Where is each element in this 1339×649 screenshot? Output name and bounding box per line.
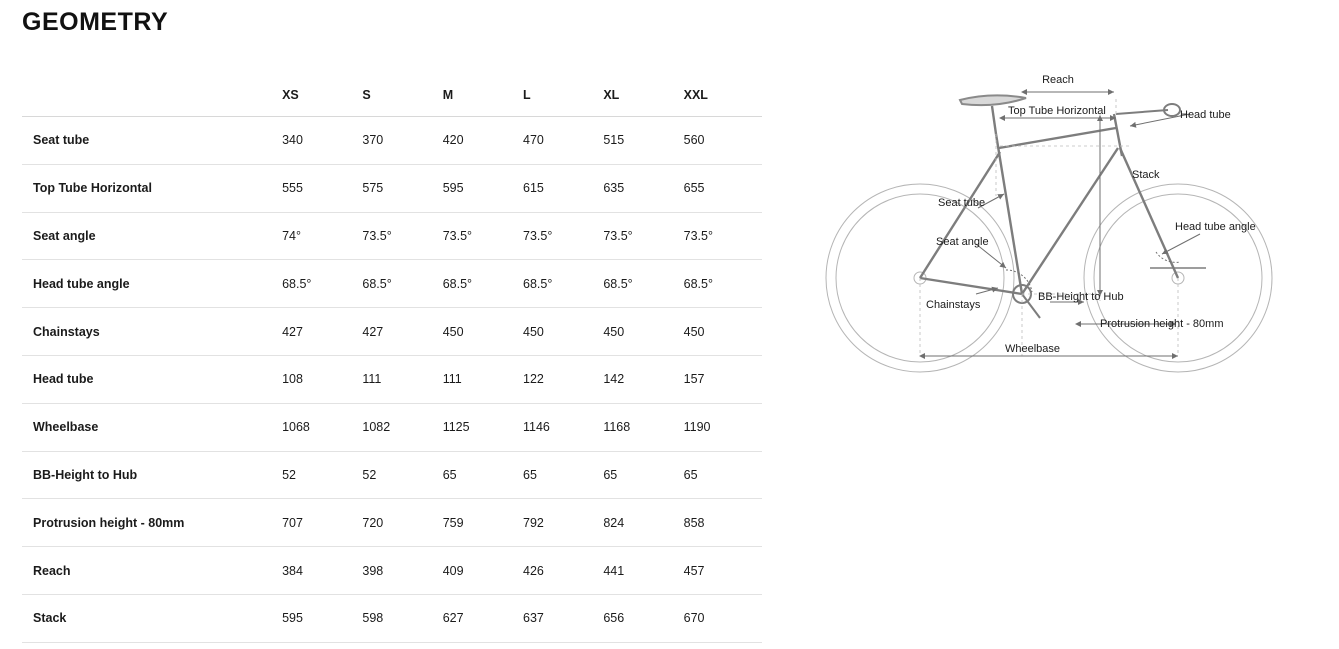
row-label: BB-Height to Hub [22, 451, 280, 499]
table-row [22, 403, 762, 451]
cell-m: 450 [441, 308, 521, 356]
cell-xl: 450 [601, 308, 681, 356]
cell-m: 409 [441, 547, 521, 595]
head-tube-angle-leader [1162, 234, 1200, 254]
cell-s: 398 [360, 547, 440, 595]
cell-xxl: 655 [682, 164, 762, 212]
cell-xl: 65 [601, 451, 681, 499]
cell-l: 73.5° [521, 212, 601, 260]
crank [1013, 285, 1040, 318]
label-reach: Reach [1042, 74, 1074, 86]
cell-l: 122 [521, 355, 601, 403]
cell-m: 595 [441, 164, 521, 212]
cell-xs: 384 [280, 547, 360, 595]
cell-xxl: 457 [682, 547, 762, 595]
page-title: GEOMETRY [22, 8, 169, 36]
column-header-m: M [441, 74, 521, 117]
cell-xl: 515 [601, 117, 681, 165]
table-row [22, 451, 762, 499]
cell-xs: 427 [280, 308, 360, 356]
cell-xs: 74° [280, 212, 360, 260]
cell-l: 450 [521, 308, 601, 356]
handlebar [1116, 104, 1180, 116]
table-row [22, 308, 762, 356]
table-header-row [22, 74, 762, 117]
row-label: Chainstays [22, 308, 280, 356]
row-label: Top Tube Horizontal [22, 164, 280, 212]
column-header-measure [22, 74, 280, 117]
cell-xxl: 858 [682, 499, 762, 547]
cell-l: 65 [521, 451, 601, 499]
label-wheelbase: Wheelbase [1005, 343, 1061, 355]
cell-xs: 555 [280, 164, 360, 212]
cell-xxl: 157 [682, 355, 762, 403]
cell-xxl: 65 [682, 451, 762, 499]
cell-l: 470 [521, 117, 601, 165]
cell-xl: 68.5° [601, 260, 681, 308]
label-protrusion: Protrusion height - 80mm [1100, 318, 1224, 330]
cell-xs: 68.5° [280, 260, 360, 308]
table-row [22, 164, 762, 212]
cell-m: 73.5° [441, 212, 521, 260]
row-label: Reach [22, 547, 280, 595]
cell-s: 370 [360, 117, 440, 165]
cell-xl: 656 [601, 594, 681, 642]
column-header-xxl: XXL [682, 74, 762, 117]
cell-xxl: 670 [682, 594, 762, 642]
cell-s: 68.5° [360, 260, 440, 308]
dimension-arrows [920, 92, 1200, 356]
construction-lines [920, 96, 1178, 356]
cell-s: 598 [360, 594, 440, 642]
cell-s: 427 [360, 308, 440, 356]
table-row [22, 117, 762, 165]
cell-l: 68.5° [521, 260, 601, 308]
cell-s: 73.5° [360, 212, 440, 260]
cell-xs: 340 [280, 117, 360, 165]
table-row [22, 594, 762, 642]
cell-s: 111 [360, 355, 440, 403]
cell-xxl: 1190 [682, 403, 762, 451]
cell-xxl: 560 [682, 117, 762, 165]
cell-l: 637 [521, 594, 601, 642]
column-header-xs: XS [280, 74, 360, 117]
table-row [22, 547, 762, 595]
row-label: Seat tube [22, 117, 280, 165]
column-header-l: L [521, 74, 601, 117]
label-seat-tube-angle-top: Seat tube [938, 197, 986, 209]
row-label: Head tube angle [22, 260, 280, 308]
cell-m: 65 [441, 451, 521, 499]
cell-m: 420 [441, 117, 521, 165]
cell-xl: 441 [601, 547, 681, 595]
cell-xxl: 68.5° [682, 260, 762, 308]
label-head-tube: Head tube [1180, 109, 1231, 121]
column-header-xl: XL [601, 74, 681, 117]
cell-m: 759 [441, 499, 521, 547]
label-head-tube-angle: Head tube angle [1175, 221, 1256, 233]
label-bb-height: BB-Height to Hub [1038, 291, 1124, 303]
row-label: Head tube [22, 355, 280, 403]
bicycle-geometry-diagram [800, 56, 1330, 386]
table-row [22, 499, 762, 547]
cell-xs: 108 [280, 355, 360, 403]
cell-xs: 1068 [280, 403, 360, 451]
cell-xs: 52 [280, 451, 360, 499]
cell-xl: 142 [601, 355, 681, 403]
cell-xl: 635 [601, 164, 681, 212]
label-seat-angle: Seat angle [936, 236, 989, 248]
geometry-table-container [22, 74, 762, 643]
cell-xs: 707 [280, 499, 360, 547]
row-label: Protrusion height - 80mm [22, 499, 280, 547]
cell-s: 52 [360, 451, 440, 499]
cell-xl: 1168 [601, 403, 681, 451]
column-header-s: S [360, 74, 440, 117]
row-label: Stack [22, 594, 280, 642]
cell-xs: 595 [280, 594, 360, 642]
cell-xl: 824 [601, 499, 681, 547]
cell-s: 575 [360, 164, 440, 212]
cell-l: 426 [521, 547, 601, 595]
cell-m: 627 [441, 594, 521, 642]
table-row [22, 260, 762, 308]
cell-m: 68.5° [441, 260, 521, 308]
cell-xl: 73.5° [601, 212, 681, 260]
row-label: Wheelbase [22, 403, 280, 451]
cell-xxl: 450 [682, 308, 762, 356]
label-chainstays: Chainstays [926, 299, 981, 311]
cell-l: 615 [521, 164, 601, 212]
cell-l: 1146 [521, 403, 601, 451]
table-row [22, 212, 762, 260]
row-label: Seat angle [22, 212, 280, 260]
table-body [22, 117, 762, 643]
cell-l: 792 [521, 499, 601, 547]
table-header [22, 74, 762, 117]
cell-s: 1082 [360, 403, 440, 451]
saddle [960, 95, 1026, 105]
cell-m: 1125 [441, 403, 521, 451]
label-top-tube: Top Tube Horizontal [1008, 105, 1106, 117]
cell-m: 111 [441, 355, 521, 403]
cell-s: 720 [360, 499, 440, 547]
geometry-table [22, 74, 762, 643]
cell-xxl: 73.5° [682, 212, 762, 260]
label-stack: Stack [1132, 169, 1160, 181]
table-row [22, 355, 762, 403]
